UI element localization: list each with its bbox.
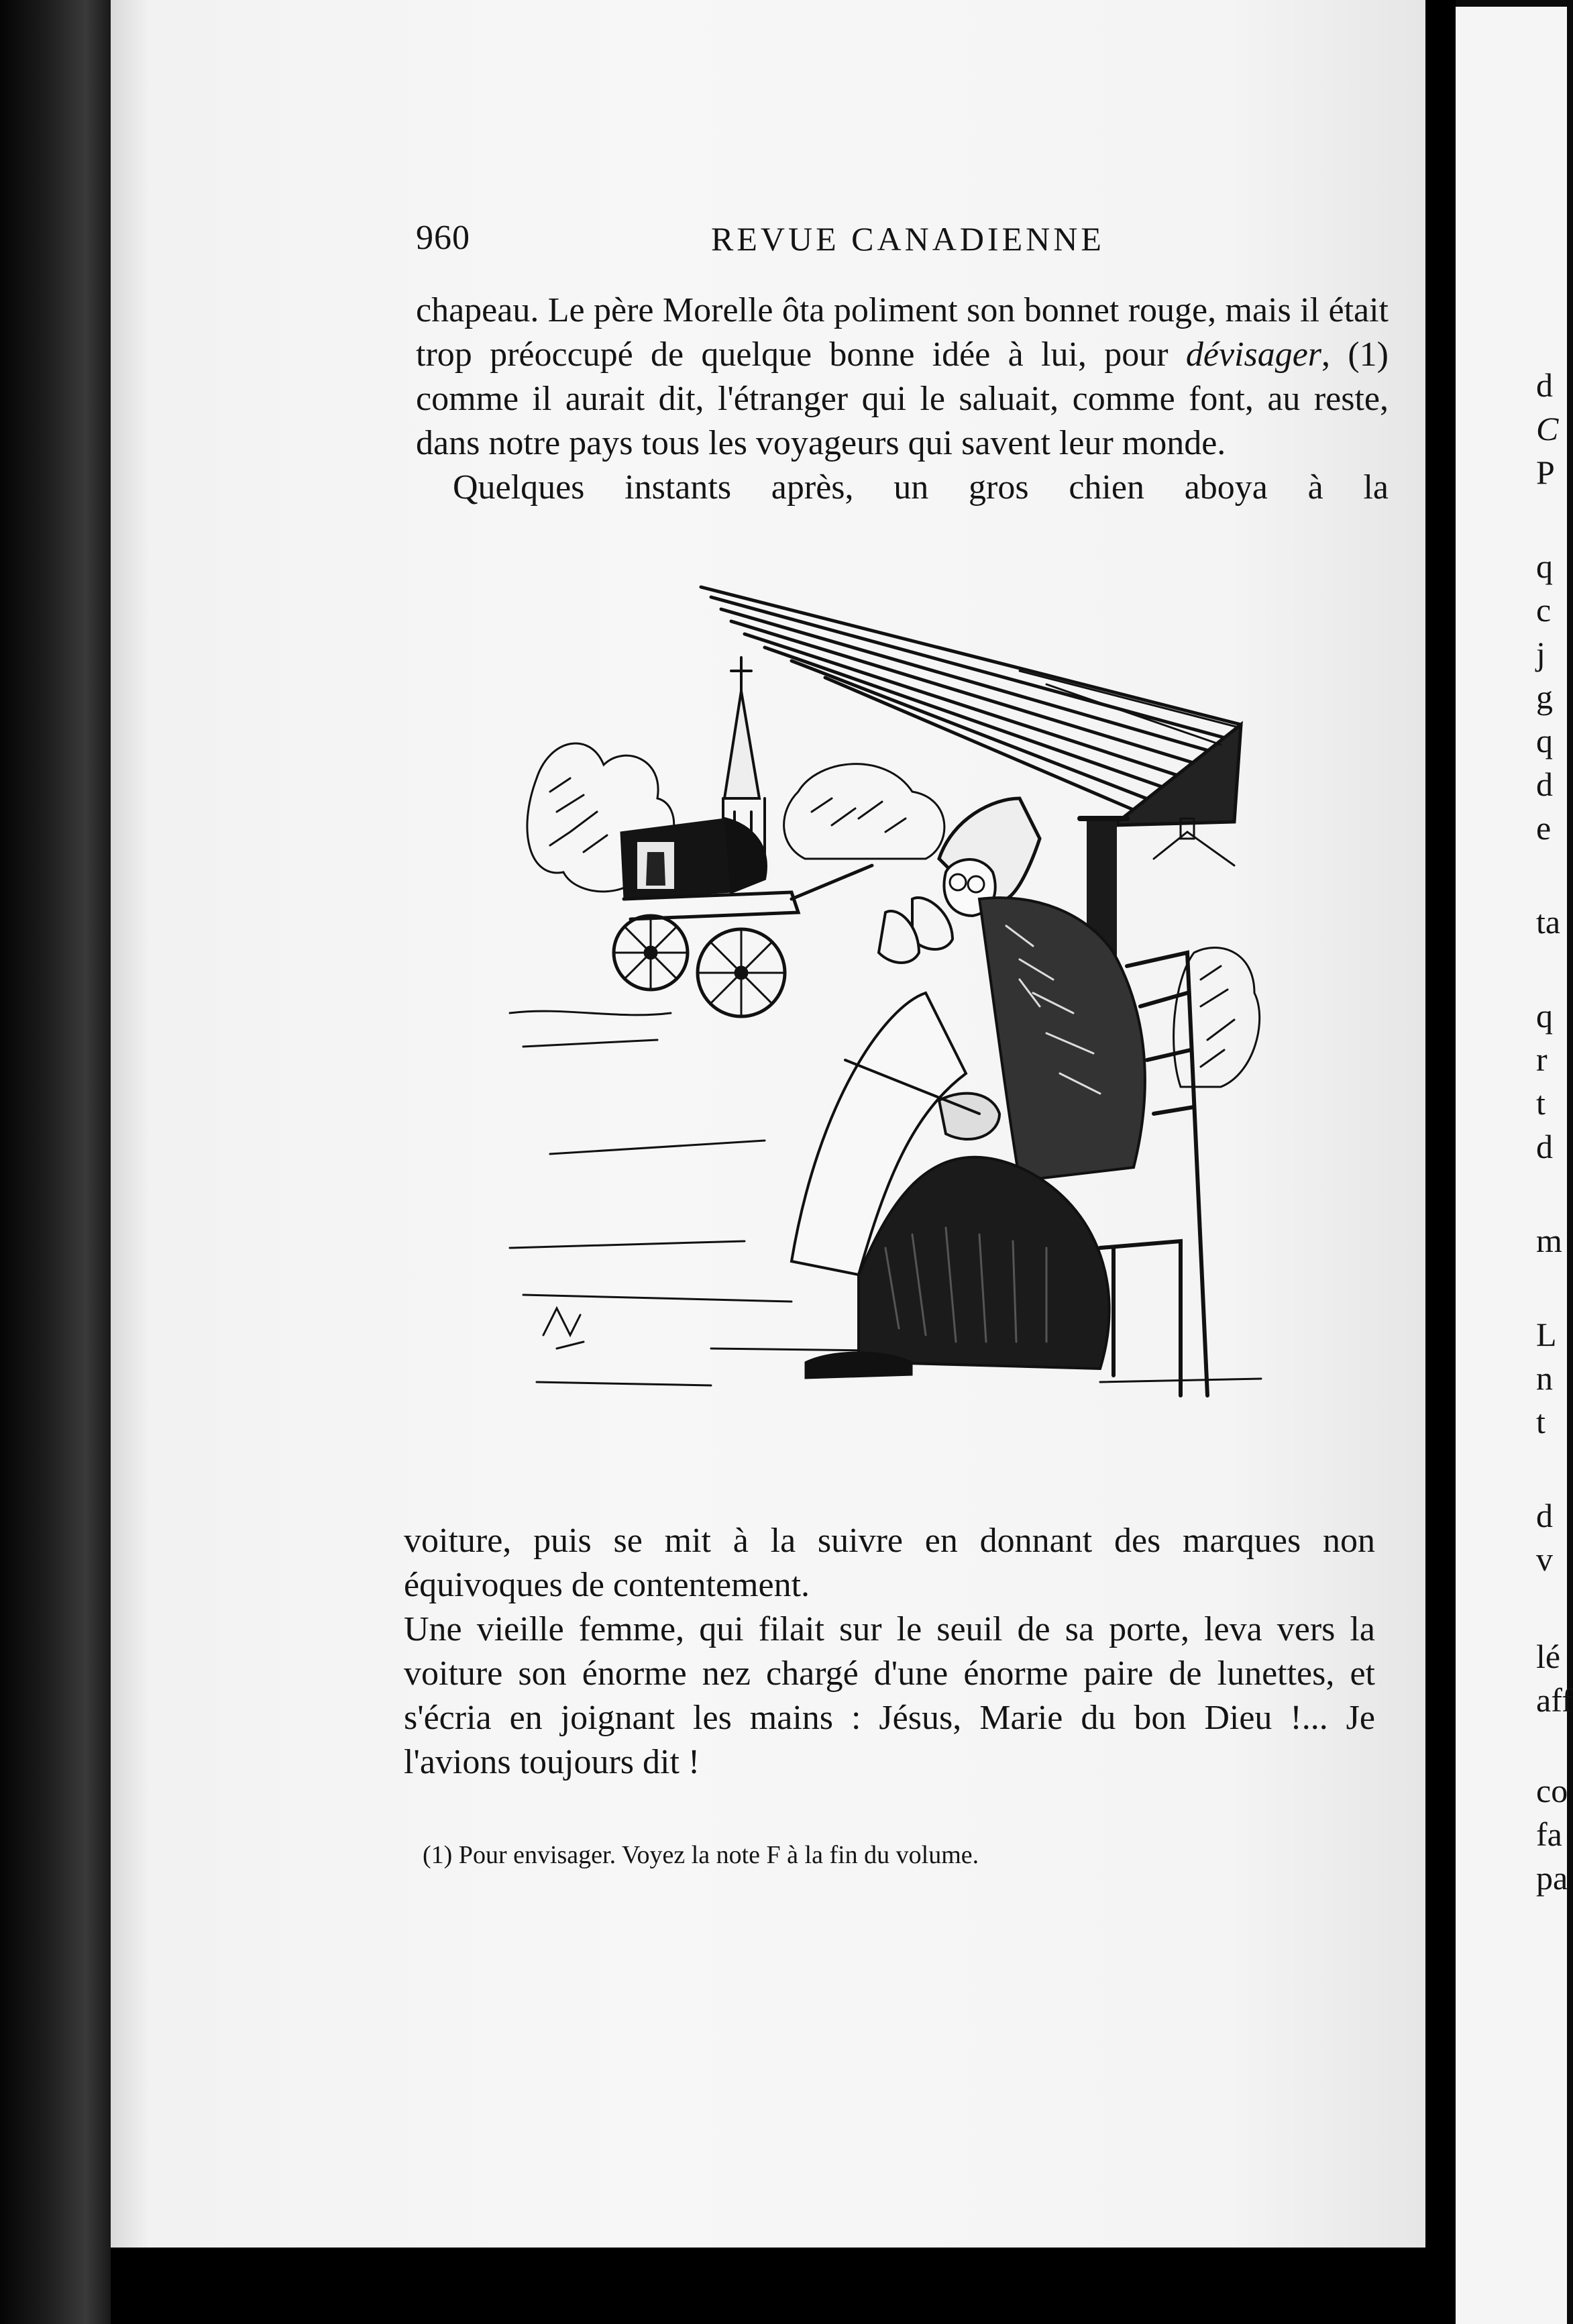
facing-fragment: q	[1536, 997, 1553, 1035]
page-number: 960	[416, 219, 470, 257]
page-gutter-shadow	[1425, 0, 1456, 2324]
bottom-text-block	[404, 1519, 1375, 1785]
facing-fragment: v	[1536, 1540, 1553, 1578]
footnote: (1) Pour envisager. Voyez la note F à la fin du volume.	[423, 1841, 979, 1869]
facing-fragment: t	[1536, 1084, 1545, 1122]
facing-fragment: q	[1536, 722, 1553, 759]
facing-fragment: lé	[1536, 1638, 1561, 1675]
top-text-block	[416, 288, 1389, 510]
illustration-drawing	[510, 577, 1315, 1496]
facing-fragment: g	[1536, 678, 1553, 716]
facing-fragment: n	[1536, 1359, 1553, 1397]
facing-fragment: L	[1536, 1316, 1557, 1353]
facing-fragment: fa	[1536, 1815, 1562, 1853]
facing-fragment: c	[1536, 591, 1552, 629]
artist-signature	[543, 1308, 584, 1349]
facing-fragment: C	[1536, 410, 1559, 447]
engraving-illustration	[510, 577, 1315, 1496]
facing-fragment: r	[1536, 1041, 1548, 1078]
paragraph-chapeau: chapeau. Le père Morelle ôta poliment son bonnet rouge, mais il était trop préoccupé de quelque bonne idée à lui, pour dévisager, (1) comme il aurait dit, l'étranger qui le saluait, comme font, au reste, dans notre pays tous les voyageurs qui savent leur monde.	[416, 291, 1389, 462]
facing-fragment: j	[1536, 635, 1545, 672]
paragraph-vieille-femme: Une vieille femme, qui filait sur le seuil de sa porte, leva vers la voiture son énorme nez chargé d'une énorme paire de lunettes, et s'écria en joignant les mains : Jésus, Marie du bon Dieu !... Je l'avions toujours dit !	[404, 1610, 1375, 1781]
facing-fragment: m	[1536, 1222, 1562, 1259]
facing-fragment: q	[1536, 547, 1553, 585]
book-spine-shadow	[0, 0, 114, 2324]
facing-fragment: d	[1536, 1497, 1553, 1534]
paragraph-voiture: voiture, puis se mit à la suivre en donnant des marques non équivoques de contentement.	[404, 1522, 1375, 1604]
facing-fragment: P	[1536, 454, 1555, 491]
italic-word: dévisager	[1185, 335, 1322, 374]
roof-overhang	[701, 587, 1241, 825]
facing-fragment: pa	[1536, 1859, 1568, 1897]
carriage	[614, 818, 872, 1016]
running-title: REVUE CANADIENNE	[711, 220, 1105, 258]
page-header	[416, 218, 1389, 258]
facing-fragment: d	[1536, 366, 1553, 404]
paragraph-quelques: Quelques instants après, un gros chien aboya à la	[453, 468, 1389, 507]
facing-fragment: ta	[1536, 903, 1561, 941]
facing-fragment: e	[1536, 809, 1552, 847]
facing-fragment: aff	[1536, 1681, 1573, 1719]
facing-fragment: t	[1536, 1403, 1545, 1440]
facing-fragment: d	[1536, 1128, 1553, 1165]
distant-house	[1154, 818, 1234, 865]
facing-fragment: co	[1536, 1772, 1568, 1809]
scan-bottom-shadow	[111, 2248, 1425, 2324]
facing-fragment: d	[1536, 765, 1553, 803]
